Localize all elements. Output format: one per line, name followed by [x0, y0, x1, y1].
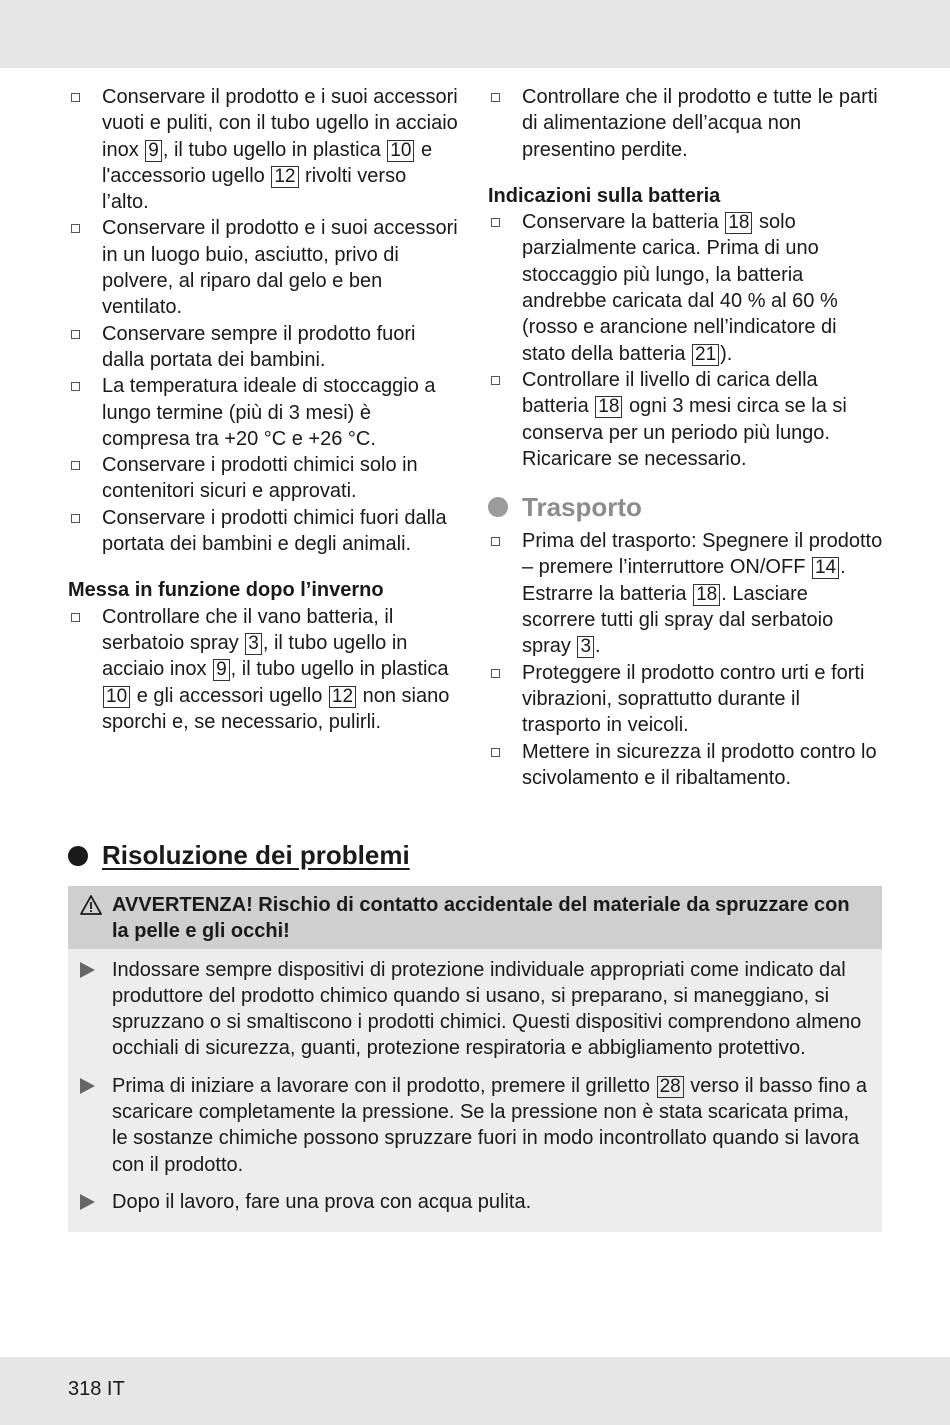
- part-reference-number: 18: [725, 212, 752, 234]
- checkbox-bullet-icon: [491, 537, 500, 546]
- item-text: Prima di iniziare a lavorare con il prodotto, premere il grilletto: [112, 1074, 656, 1097]
- part-reference-number: 18: [693, 584, 720, 606]
- trasporto-list: [488, 528, 883, 791]
- right-column: [488, 84, 883, 791]
- list-item: [68, 215, 458, 320]
- list-item: [488, 660, 883, 739]
- item-text: Conservare i prodotti chimici solo in contenitori sicuri e approvati.: [102, 454, 418, 503]
- item-text: .: [595, 635, 601, 658]
- item-text: Conservare il prodotto e i suoi accessori vuoti e puliti, con il tubo ugello in acciaio inox: [102, 86, 458, 161]
- item-text: La temperatura ideale di stoccaggio a lungo termine (più di 3 mesi) è compresa tra +20 °C e +26 °C.: [102, 375, 436, 450]
- item-text: Proteggere il prodotto contro urti e forti vibrazioni, soprattutto durante il trasporto in veicoli.: [522, 661, 865, 737]
- item-text: ogni 3 mesi circa se la si conserva per un periodo più lungo. Ricaricare se necessario.: [522, 395, 847, 470]
- section-bullet-icon: [488, 497, 508, 517]
- storage-list: [68, 84, 458, 557]
- part-reference-number: 3: [245, 633, 262, 655]
- item-text: Prima del trasporto: Spegnere il prodotto – premere l’interruttore ON/OFF: [522, 530, 883, 579]
- item-text: verso il basso fino a scaricare completamente la pressione. Se la pressione non è stata scaricata prima, le sostanze chimiche possono spruzzare fuori in modo incontrollato quando si lavora con il prodotto.: [112, 1074, 868, 1176]
- part-reference-number: 21: [692, 344, 719, 366]
- item-text: e l'accessorio ugello: [102, 138, 433, 187]
- item-text: Dopo il lavoro, fare una prova con acqua pulita.: [112, 1190, 532, 1213]
- page-header-band: [0, 0, 950, 68]
- list-item: [488, 739, 883, 792]
- list-item: [68, 373, 458, 452]
- troubleshooting-heading: Risoluzione dei problemi: [68, 840, 410, 871]
- list-item: [68, 321, 458, 374]
- item-text: e gli accessori ugello: [131, 684, 328, 707]
- item-text: ).: [720, 342, 733, 365]
- warning-box: [68, 886, 882, 1232]
- item-text: , il tubo ugello in plastica: [162, 138, 387, 161]
- item-text: Controllare il livello di carica della batteria: [522, 368, 818, 418]
- list-item: [68, 604, 458, 735]
- item-text: Mettere in sicurezza il prodotto contro lo scivolamento e il ribaltamento.: [522, 740, 877, 789]
- arrow-bullet-icon: [80, 1194, 95, 1210]
- checkbox-bullet-icon: [491, 748, 500, 757]
- leak-check-list: [488, 84, 883, 163]
- part-reference-number: 28: [657, 1076, 684, 1098]
- item-text: rivolti verso l’alto.: [102, 164, 407, 214]
- part-reference-number: 9: [145, 140, 162, 162]
- part-reference-number: 18: [595, 396, 622, 418]
- item-text: , il tubo ugello in plastica: [230, 658, 449, 681]
- part-reference-number: 12: [329, 686, 356, 708]
- checkbox-bullet-icon: [491, 376, 500, 385]
- item-text: solo parzialmente carica. Prima di uno stoccaggio più lungo, la batteria andrebbe caricata dal 40 % al 60 % (rosso e arancione nell’indicatore di stato della batteria: [522, 211, 838, 365]
- section-bullet-icon: [68, 846, 88, 866]
- item-text: Conservare i prodotti chimici fuori dalla portata dei bambini e degli animali.: [102, 506, 447, 556]
- warning-header: [68, 886, 882, 949]
- checkbox-bullet-icon: [71, 382, 80, 391]
- list-item: [488, 528, 883, 659]
- part-reference-number: 9: [213, 659, 230, 681]
- battery-heading: Indicazioni sulla batteria: [488, 184, 721, 207]
- list-item: [68, 505, 458, 558]
- warning-title: AVVERTENZA! Rischio di contatto accidentale del materiale da spruzzare con la pelle e gli occhi!: [112, 894, 850, 943]
- list-item: [112, 1189, 870, 1215]
- part-reference-number: 14: [812, 557, 839, 579]
- checkbox-bullet-icon: [491, 93, 500, 102]
- list-item: [488, 84, 883, 163]
- checkbox-bullet-icon: [71, 93, 80, 102]
- list-item: [112, 957, 870, 1062]
- item-text: Conservare sempre il prodotto fuori dalla portata dei bambini.: [102, 322, 416, 371]
- left-column: [68, 84, 458, 735]
- list-item: [68, 84, 458, 215]
- list-item: [488, 367, 883, 472]
- warning-triangle-icon: [80, 895, 102, 915]
- checkbox-bullet-icon: [71, 514, 80, 523]
- warning-list: [68, 949, 882, 1233]
- part-reference-number: 10: [103, 686, 130, 708]
- item-text: Conservare la batteria: [522, 211, 725, 234]
- item-text: Controllare che il vano batteria, il serbatoio spray: [102, 605, 394, 654]
- item-text: , il tubo ugello in acciaio inox: [102, 631, 408, 681]
- item-text: Conservare il prodotto e i suoi accessori in un luogo buio, asciutto, privo di polvere, al riparo dal gelo e ben ventilato.: [102, 217, 458, 319]
- list-item: [488, 209, 883, 367]
- checkbox-bullet-icon: [71, 461, 80, 470]
- page-number: 318 IT: [68, 1378, 125, 1400]
- arrow-bullet-icon: [80, 962, 95, 978]
- checkbox-bullet-icon: [71, 224, 80, 233]
- page-footer-band: [0, 1357, 950, 1425]
- arrow-bullet-icon: [80, 1078, 95, 1094]
- item-text: Controllare che il prodotto e tutte le parti di alimentazione dell’acqua non presentino perdite.: [522, 86, 878, 161]
- checkbox-bullet-icon: [71, 330, 80, 339]
- checkbox-bullet-icon: [71, 613, 80, 622]
- list-item: [112, 1073, 870, 1178]
- part-reference-number: 10: [387, 140, 414, 162]
- item-text: Indossare sempre dispositivi di protezione individuale appropriati come indicato dal produttore del prodotto chimico quando si usano, si preparano, si maneggiano, si spruzzano o si smaltiscono i prodotti chimici. Questi dispositivi comprendono almeno occhiali di sicurezza, guanti, protezione respiratoria e abbigliamento protettivo.: [112, 958, 862, 1060]
- part-reference-number: 12: [271, 166, 298, 188]
- part-reference-number: 3: [577, 636, 594, 658]
- checkbox-bullet-icon: [491, 218, 500, 227]
- battery-list: [488, 209, 883, 472]
- checkbox-bullet-icon: [491, 669, 500, 678]
- trasporto-heading: Trasporto: [488, 494, 642, 520]
- item-text: . Estrarre la batteria: [522, 556, 846, 605]
- list-item: [68, 452, 458, 505]
- after-winter-list: [68, 604, 458, 735]
- item-text: . Lasciare scorrere tutti gli spray dal serbatoio spray: [522, 582, 834, 658]
- after-winter-heading: Messa in funzione dopo l’inverno: [68, 579, 384, 602]
- item-text: non siano sporchi e, se necessario, pulirli.: [102, 684, 450, 733]
